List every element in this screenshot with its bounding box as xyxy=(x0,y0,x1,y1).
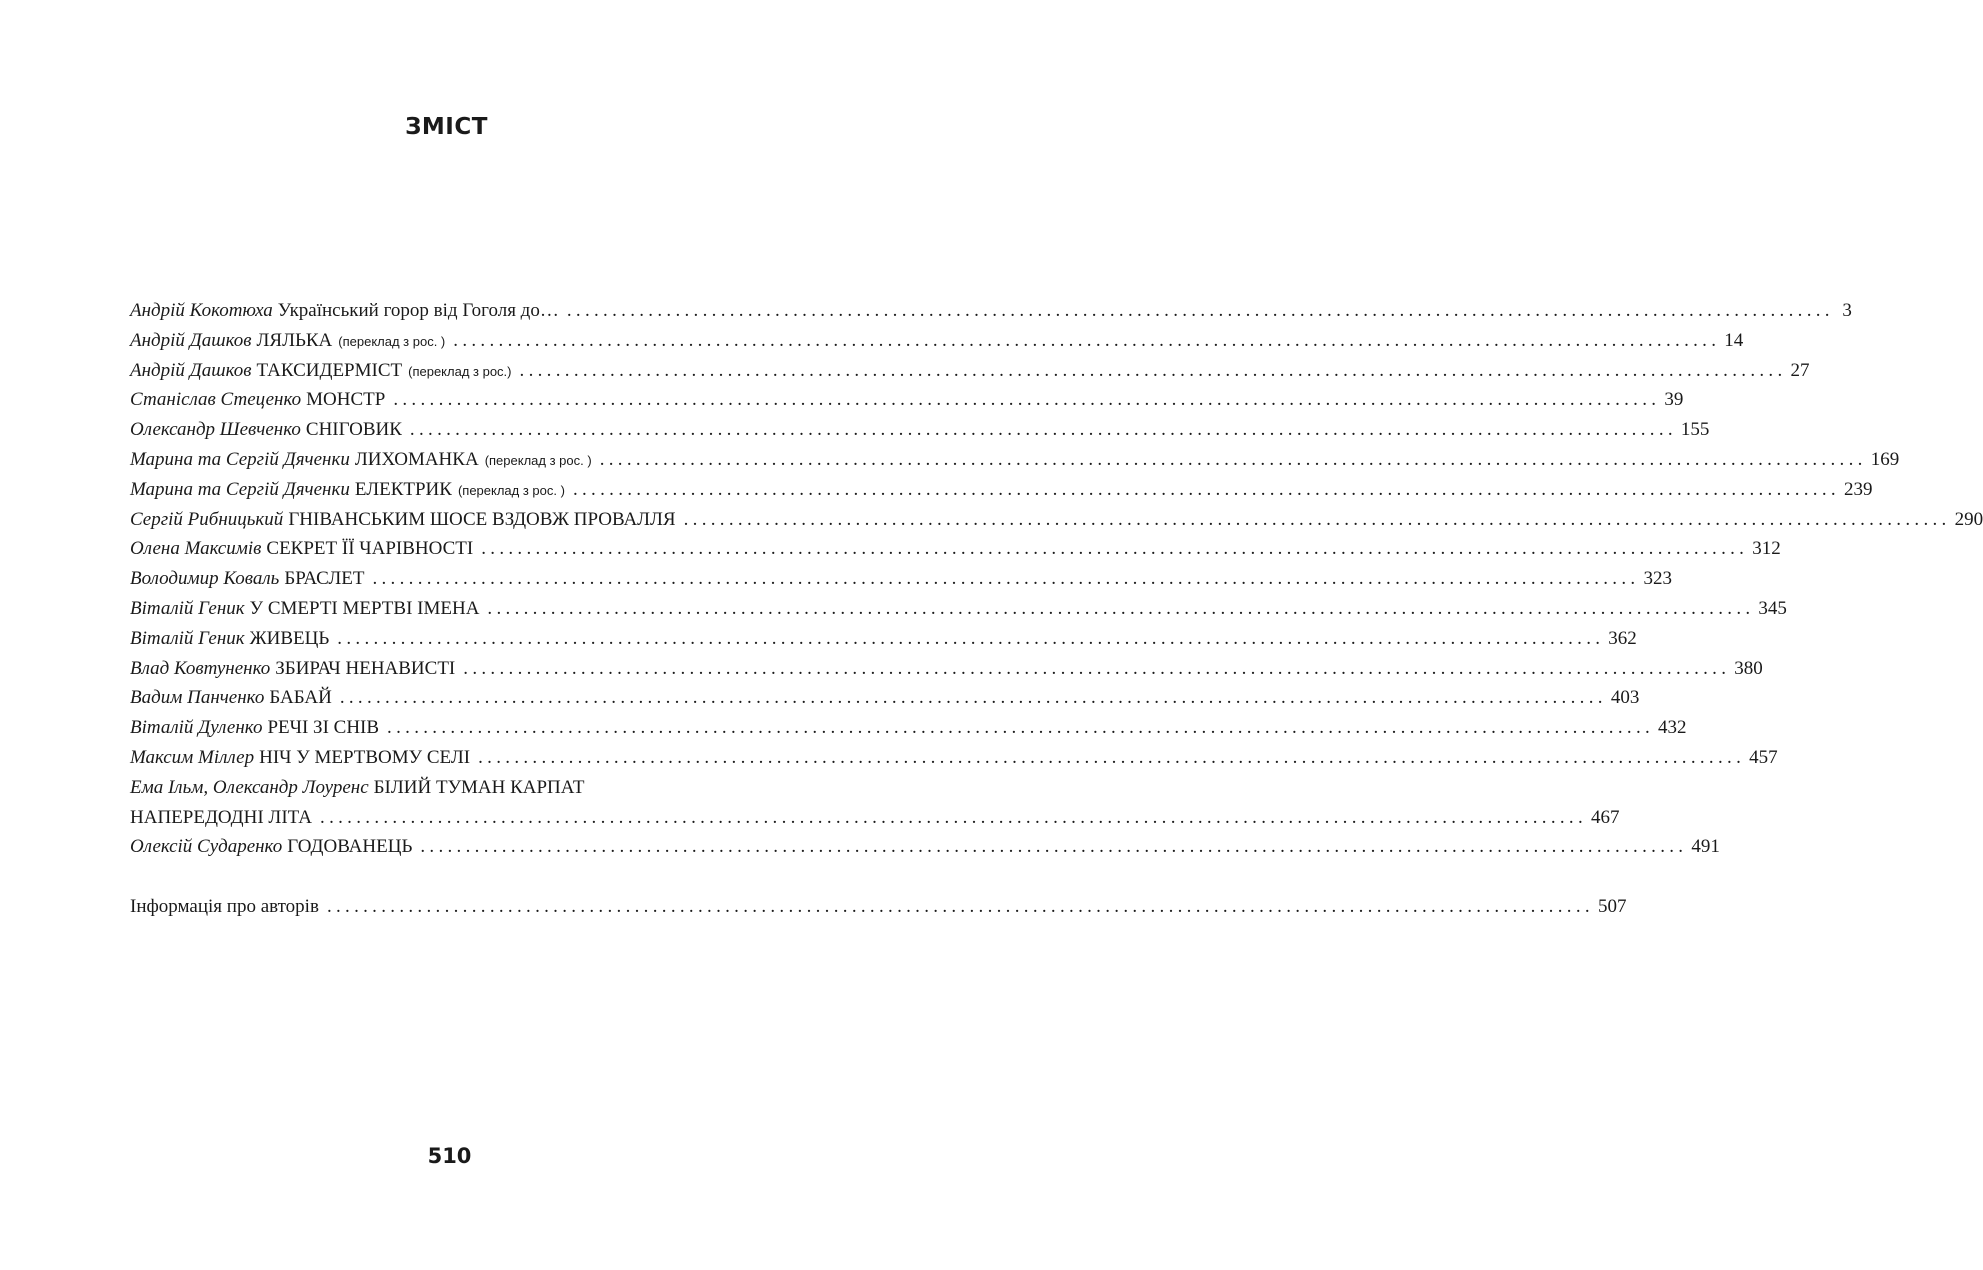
toc-entry xyxy=(130,505,1983,535)
section-gap xyxy=(130,862,754,892)
toc-page: 491 xyxy=(1691,836,1720,858)
toc-leader: ............................................................................................................................................ xyxy=(409,419,1677,441)
toc-leader: ............................................................................................................................................ xyxy=(339,687,1607,709)
toc-author: Олена Максимів xyxy=(130,538,262,560)
toc-entry xyxy=(130,594,1787,624)
toc-title: СЕКРЕТ ЇЇ ЧАРІВНОСТІ xyxy=(266,538,474,560)
toc-entry xyxy=(130,683,1640,713)
toc-page: 239 xyxy=(1843,478,1873,500)
toc-leader: ............................................................................................................................................ xyxy=(453,329,1721,351)
toc-title: БАБАЙ xyxy=(269,687,332,709)
table-of-contents xyxy=(130,296,1983,922)
toc-note: (переклад з рос. ) xyxy=(338,333,446,349)
toc-page: 27 xyxy=(1790,359,1810,381)
toc-title: Український горор від Гоголя до… xyxy=(277,300,559,321)
toc-title: ГНІВАНСЬКИМ ШОСЕ ВЗДОВЖ ПРОВАЛЛЯ xyxy=(288,508,676,530)
toc-entry xyxy=(130,326,1744,356)
page-title: ЗМІСТ xyxy=(405,114,488,140)
toc-leader: ............................................................................................................................................ xyxy=(683,508,1951,530)
toc-author: Станіслав Стеценко xyxy=(130,389,302,411)
toc-author: Марина та Сергій Дяченки xyxy=(130,478,350,500)
toc-author: Андрій Дашков xyxy=(130,329,252,351)
toc-page: 345 xyxy=(1758,597,1787,619)
toc-author: Віталій Геник xyxy=(130,627,245,649)
toc-page: 155 xyxy=(1680,419,1710,441)
toc-author: Вадим Панченко xyxy=(130,687,265,709)
toc-entry xyxy=(130,356,1810,386)
toc-title: Інформація про авторів xyxy=(130,896,319,918)
toc-note: (переклад з рос. ) xyxy=(484,452,592,468)
toc-page: 507 xyxy=(1597,896,1627,918)
toc-author: Андрій Дашков xyxy=(130,359,252,381)
toc-title: НАПЕРЕДОДНІ ЛІТА xyxy=(130,806,313,828)
toc-entry xyxy=(130,832,1720,862)
toc-note: (переклад з рос. ) xyxy=(457,482,565,498)
toc-page: 403 xyxy=(1610,687,1640,709)
toc-author: Володимир Коваль xyxy=(130,568,280,590)
toc-title: МОНСТР xyxy=(306,389,386,411)
toc-author: Олександр Шевченко xyxy=(130,419,301,441)
toc-entry xyxy=(130,475,1873,505)
toc-leader: ............................................................................................................................................ xyxy=(320,806,1588,828)
toc-title: БІЛИЙ ТУМАН КАРПАТ xyxy=(373,776,585,798)
toc-page: 169 xyxy=(1870,448,1900,470)
toc-title: ЛЯЛЬКА xyxy=(256,329,333,351)
toc-title: ЖИВЕЦЬ xyxy=(249,627,330,649)
toc-leader: ............................................................................................................................................ xyxy=(337,627,1605,649)
toc-leader: ............................................................................................................................................ xyxy=(387,717,1655,739)
toc-page: 467 xyxy=(1591,806,1620,828)
toc-entry xyxy=(130,624,1637,654)
toc-page: 39 xyxy=(1664,389,1684,411)
toc-leader: ............................................................................................................................................ xyxy=(487,597,1755,619)
toc-leader: ............................................................................................................................................ xyxy=(463,657,1731,679)
toc-entry xyxy=(130,296,1852,326)
toc-leader: ............................................................................................................................................ xyxy=(572,478,1840,500)
toc-page: 3 xyxy=(1842,300,1852,321)
toc-title: ТАКСИДЕРМІСТ xyxy=(256,359,403,381)
toc-entry xyxy=(130,415,1710,445)
toc-leader: ............................................................................................................................................ xyxy=(566,300,1834,321)
toc-title: ЕЛЕКТРИК xyxy=(354,478,452,500)
toc-title: ЛИХОМАНКА xyxy=(354,448,479,470)
toc-page: 312 xyxy=(1752,538,1781,560)
toc-page: 457 xyxy=(1749,746,1778,768)
toc-page: 380 xyxy=(1734,657,1763,679)
toc-entry-info xyxy=(130,892,1627,922)
toc-author: Віталій Дуленко xyxy=(130,717,263,739)
toc-page: 290 xyxy=(1954,508,1983,530)
toc-page: 14 xyxy=(1724,329,1744,351)
toc-author: Максим Міллер xyxy=(130,746,255,768)
toc-entry-continued xyxy=(130,803,1620,833)
toc-leader: ............................................................................................................................................ xyxy=(326,896,1594,918)
toc-entry xyxy=(130,385,1684,415)
toc-author: Ема Ільм, Олександр Лоуренс xyxy=(130,776,369,798)
toc-entry xyxy=(130,773,754,803)
toc-entry xyxy=(130,713,1687,743)
toc-entry xyxy=(130,534,1781,564)
page-number: 510 xyxy=(427,1144,472,1168)
toc-author: Андрій Кокотюха xyxy=(130,300,273,321)
toc-leader: ............................................................................................................................................ xyxy=(599,448,1867,470)
toc-title: ГОДОВАНЕЦЬ xyxy=(287,836,413,858)
toc-title: СНІГОВИК xyxy=(305,419,402,441)
toc-entry xyxy=(130,743,1778,773)
toc-page: 432 xyxy=(1658,717,1687,739)
toc-title: БРАСЛЕТ xyxy=(284,568,365,590)
toc-author: Олексій Сударенко xyxy=(130,836,283,858)
toc-entry xyxy=(130,445,1900,475)
toc-author: Віталій Геник xyxy=(130,597,245,619)
toc-author: Влад Ковтуненко xyxy=(130,657,271,679)
toc-leader: ............................................................................................................................................ xyxy=(519,359,1787,381)
toc-author: Сергій Рибницький xyxy=(130,508,284,530)
toc-title: ЗБИРАЧ НЕНАВИСТІ xyxy=(275,657,456,679)
toc-entry xyxy=(130,654,1763,684)
toc-title: РЕЧІ ЗІ СНІВ xyxy=(267,717,380,739)
toc-author: Марина та Сергій Дяченки xyxy=(130,448,350,470)
toc-leader: ............................................................................................................................................ xyxy=(393,389,1661,411)
toc-leader: ............................................................................................................................................ xyxy=(481,538,1749,560)
toc-title: У СМЕРТІ МЕРТВІ ІМЕНА xyxy=(249,597,480,619)
toc-page: 323 xyxy=(1643,568,1672,590)
toc-leader: ............................................................................................................................................ xyxy=(478,746,1746,768)
toc-leader: ............................................................................................................................................ xyxy=(420,836,1688,858)
toc-leader: ............................................................................................................................................ xyxy=(372,568,1640,590)
toc-note: (переклад з рос.) xyxy=(408,363,512,379)
toc-entry xyxy=(130,564,1672,594)
toc-title: НІЧ У МЕРТВОМУ СЕЛІ xyxy=(259,746,471,768)
toc-page: 362 xyxy=(1608,627,1637,649)
